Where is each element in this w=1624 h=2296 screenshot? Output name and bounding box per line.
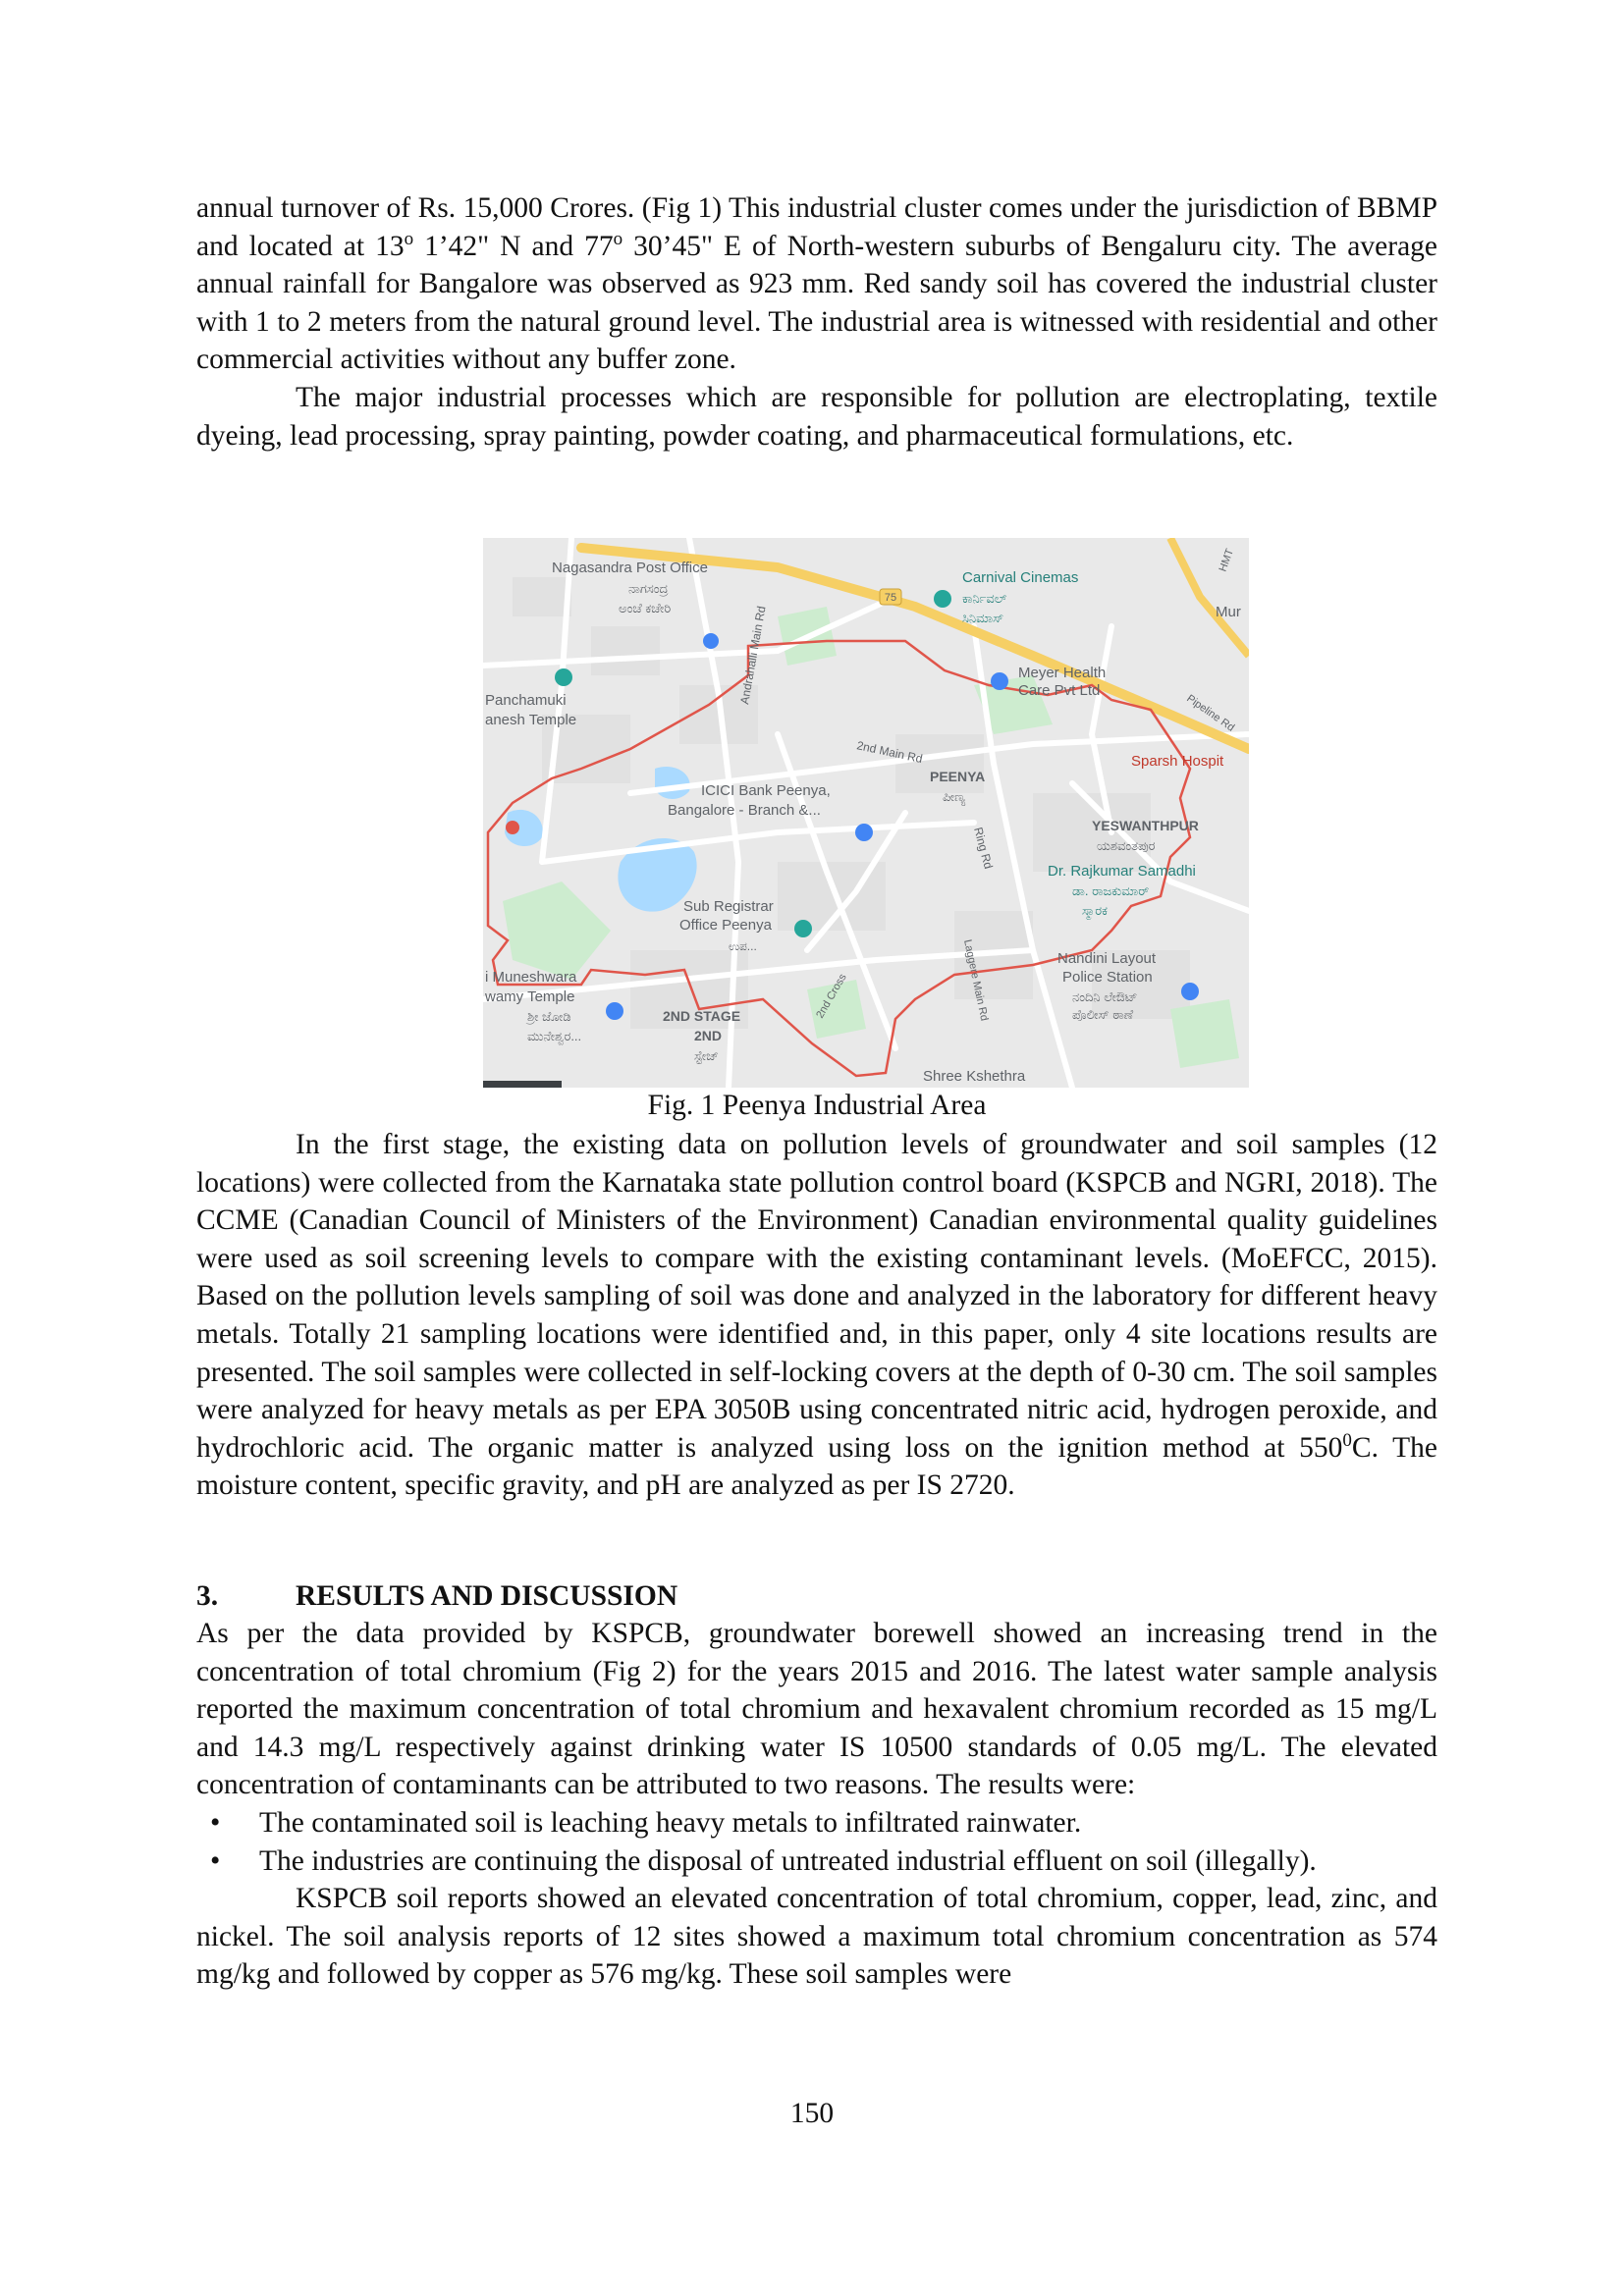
map-label: Mur xyxy=(1216,604,1241,620)
section-number: 3. xyxy=(196,1580,219,1612)
paragraph-results: As per the data provided by KSPCB, groundwater borewell showed an increasing trend in the concentration of total chromium (Fig 2) for the years 2015 and 2016. The latest water sample analysis reported the maximum concentration of total chromium and hexavalent chromium recorded as 15 mg/L and 14.3 mg/L respectively against drinking water IS 10500 standards of 0.05 mg/L. The elevated concentration of contaminants can be attributed to two reasons. The results were: xyxy=(196,1618,1437,1801)
map-label: ICICI Bank Peenya, xyxy=(701,782,831,799)
map-label: Ring Rd xyxy=(971,826,996,871)
bullet-icon: • xyxy=(210,1806,221,1839)
map-label: HMT xyxy=(1217,547,1236,574)
map-label: ಶ್ರೀ ಜೋಡಿ xyxy=(527,1009,571,1024)
map-label: Panchamuki xyxy=(485,692,567,709)
text-run: C. The moisture content, specific gravity, and pH are analyzed as per IS 2720. xyxy=(196,1431,1437,1502)
map-label: Carnival Cinemas xyxy=(962,569,1079,586)
map-label: Shree Kshethra xyxy=(923,1068,1026,1085)
map-label: YESWANTHPUR xyxy=(1092,818,1199,833)
map-label: 2ND xyxy=(694,1028,723,1043)
paragraph-industrial-processes: The major industrial processes which are responsible for pollution are electroplating, textile dyeing, lead processing, spray painting, powder coating, and pharmaceutical formulations, etc. xyxy=(196,381,1437,452)
map-label: ಸಿನಿಮಾಸ್ xyxy=(962,611,1004,625)
map-label: ಸ್ಮಾರಕ xyxy=(1082,903,1108,918)
map-label: Bangalore - Branch &... xyxy=(668,802,821,819)
map-label: 2nd Main Rd xyxy=(855,738,924,767)
map-label: ನಾಗಸಂದ್ರ xyxy=(628,581,669,596)
map-label: wamy Temple xyxy=(485,988,575,1005)
road-shield-label: 75 xyxy=(884,592,897,604)
list-item-text: The industries are continuing the disposal of untreated industrial effluent on soil (illegally). xyxy=(259,1844,1317,1877)
map-label: Office Peenya xyxy=(679,917,772,934)
text-run: 1’42" N and 77 xyxy=(413,230,614,262)
section-title: RESULTS AND DISCUSSION xyxy=(296,1580,678,1612)
body-text-methods xyxy=(196,1126,1437,1505)
map-figure xyxy=(483,538,1249,1088)
map-label: 2ND STAGE xyxy=(663,1008,741,1024)
map-label: ಕಾರ್ನಿವಲ್ xyxy=(962,591,1007,606)
map-label: Andrahalli Main Rd xyxy=(737,605,769,706)
map-label: Nandini Layout xyxy=(1057,950,1157,967)
map-label: 2nd Cross xyxy=(814,972,849,1021)
map-label: Police Station xyxy=(1062,969,1153,986)
map-label: ಅಂಚೆ ಕಚೇರಿ xyxy=(619,601,672,615)
map-label: anesh Temple xyxy=(485,712,577,728)
map-label: ನಂದಿನಿ ಲೇಔಟ್ xyxy=(1072,989,1138,1004)
text-run: 30’45" E of North-western suburbs of Bengaluru city. The average annual rainfall for Bangalore was observed as 923 mm. Red sandy soil has covered the industrial cluster with 1 to 2 meters from the natural ground level. The industrial area is witnessed with residential and other commercial activities without any buffer zone. xyxy=(196,230,1438,376)
superscript: o xyxy=(404,228,414,249)
map-label: Laggere Main Rd xyxy=(961,938,991,1023)
page-number: 150 xyxy=(789,2098,835,2129)
map-label: i Muneshwara xyxy=(485,969,577,986)
map-label: ಉಪ... xyxy=(729,939,757,953)
body-text-top xyxy=(196,189,1437,454)
map-label: ಪೊಲೀಸ್ ಠಾಣೆ xyxy=(1072,1007,1134,1022)
map-label: ಸ್ಟೇಜ್ xyxy=(694,1048,720,1063)
bullet-list xyxy=(196,1804,1437,1880)
text-run: annual turnover of Rs. 15,000 Crores. (Fig 1) This industrial cluster comes under the jurisdiction of BBMP and located at 13 xyxy=(196,192,1437,262)
map-label: Sparsh Hospit xyxy=(1131,753,1224,770)
map-label: ಪೀಣ್ಯ xyxy=(943,789,966,804)
list-item xyxy=(196,1804,1437,1842)
list-item-text: The contaminated soil is leaching heavy metals to infiltrated rainwater. xyxy=(259,1806,1082,1839)
map-label: ಯಶವಂತಪುರ xyxy=(1097,838,1156,853)
map-label: Nagasandra Post Office xyxy=(552,560,708,576)
figure-caption: Fig. 1 Peenya Industrial Area xyxy=(647,1090,987,1121)
superscript: o xyxy=(613,228,623,249)
map-label: ಡಾ. ರಾಜಕುಮಾರ್ xyxy=(1072,883,1150,898)
map-label: ಮುನೇಶ್ವರ... xyxy=(527,1029,582,1043)
list-item xyxy=(196,1842,1437,1881)
body-text-results xyxy=(196,1615,1437,1994)
paragraph-methods xyxy=(196,1126,1437,1505)
map-label: Sub Registrar xyxy=(683,898,774,915)
map-label: Care Pvt Ltd xyxy=(1018,682,1101,699)
superscript: 0 xyxy=(1342,1429,1352,1451)
paragraph-soil-reports: KSPCB soil reports showed an elevated concentration of total chromium, copper, lead, zinc, and nickel. The soil analysis reports of 12 sites showed a maximum total chromium concentration as 574 mg/kg and followed by copper as 576 mg/kg. These soil samples were xyxy=(196,1883,1437,1991)
map-label: Dr. Rajkumar Samadhi xyxy=(1048,863,1196,880)
map-label: PEENYA xyxy=(930,769,986,784)
section-heading xyxy=(196,1577,677,1616)
map-label: Pipeline Rd xyxy=(1184,692,1237,734)
peenya-map xyxy=(483,538,1249,1088)
map-label: Meyer Health xyxy=(1018,665,1107,681)
text-run: In the first stage, the existing data on pollution levels of groundwater and soil samples (12 locations) were collected from the Karnataka state pollution control board (KSPCB and NGRI, 2018). The CCME (Canadian Council of Ministers of the Environment) Canadian environmental quality guidelines were used as soil screening levels to compare with the existing contaminant levels. (MoEFCC, 2015). Based on the pollution levels sampling of soil was done and analyzed in the laboratory for different heavy metals. Totally 21 sampling locations were identified and, in this paper, only 4 site locations results are presented. The soil samples were collected in self-locking covers at the depth of 0-30 cm. The soil samples were analyzed for heavy metals as per EPA 3050B using concentrated nitric acid, hydrogen peroxide, and hydrochloric acid. The organic matter is analyzed using loss on the ignition method at 550 xyxy=(196,1129,1437,1464)
paragraph-location xyxy=(196,189,1437,379)
bullet-icon: • xyxy=(210,1844,221,1877)
